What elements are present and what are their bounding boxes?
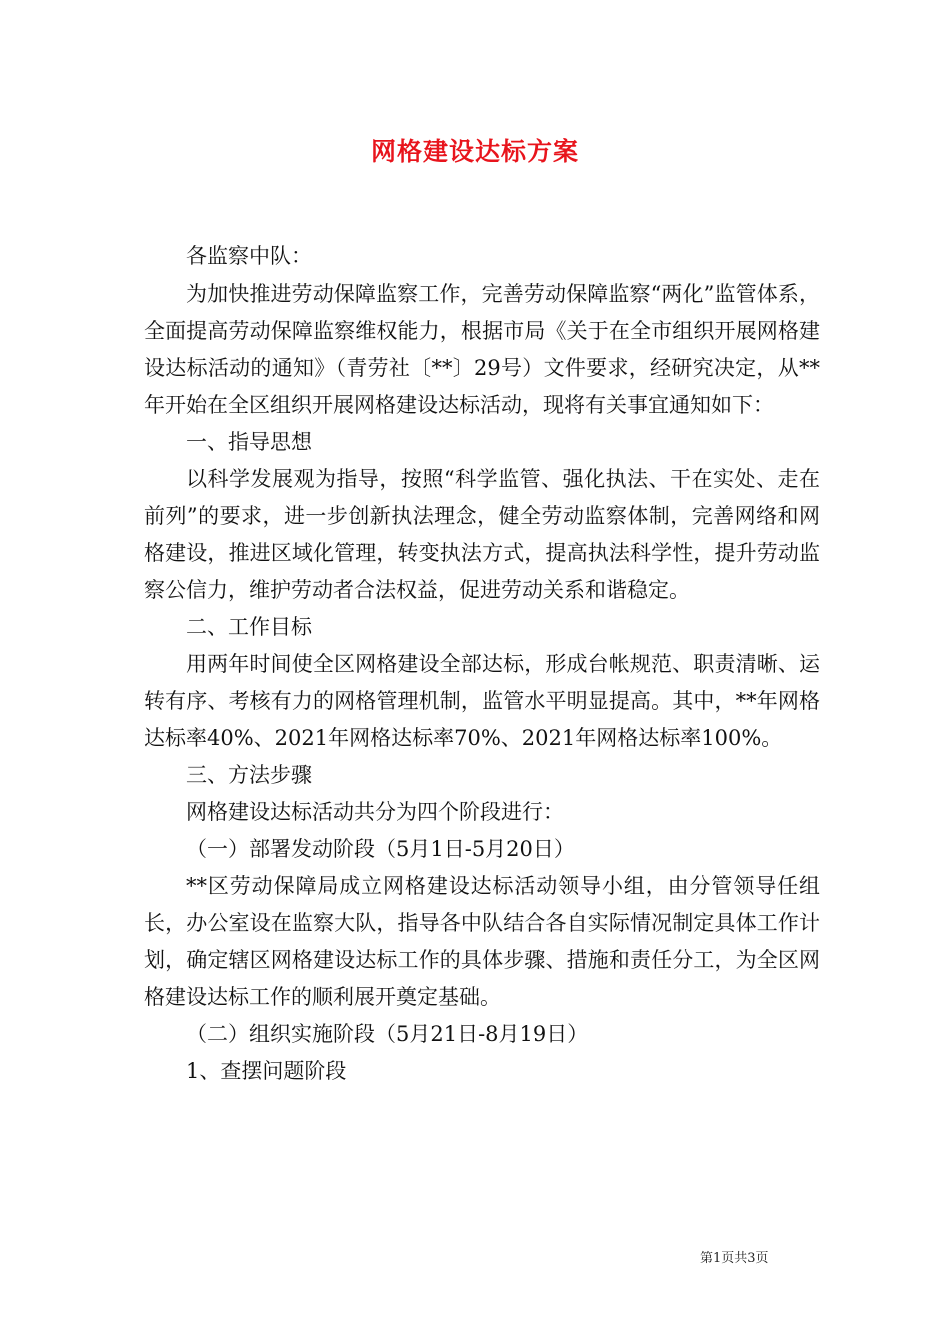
paragraph-work-goals: 用两年时间使全区网格建设全部达标，形成台帐规范、职责清晰、运转有序、考核有力的网格管理机制，监管水平明显提高。其中，**年网格达标率40%、2021年网格达标率70%、2021年网格达标率100%。 — [144, 652, 820, 750]
heading-work-goals: 二、工作目标 — [186, 615, 312, 639]
subheading-check-problems: 1、查摆问题阶段 — [186, 1059, 347, 1083]
document-title: 网格建设达标方案 — [370, 137, 579, 166]
paragraph-intro: 为加快推进劳动保障监察工作，完善劳动保障监察“两化”监管体系，全面提高劳动保障监察维权能力，根据市局《关于在全市组织开展网格建设达标活动的通知》（青劳社〔**〕29号）文件要求，经研究决定，从**年开始在全区组织开展网格建设达标活动，现将有关事宜通知如下： — [144, 282, 820, 417]
page-number: 第1页共3页 — [700, 1251, 769, 1266]
heading-guiding-ideology: 一、指导思想 — [186, 430, 312, 454]
document-body — [144, 238, 820, 1090]
heading-methods-steps: 三、方法步骤 — [186, 763, 312, 787]
paragraph-stage-one: **区劳动保障局成立网格建设达标活动领导小组，由分管领导任组长，办公室设在监察大队，指导各中队结合各自实际情况制定具体工作计划，确定辖区网格建设达标工作的具体步骤、措施和责任分工，为全区网格建设达标工作的顺利展开奠定基础。 — [144, 874, 820, 1009]
paragraph-guiding-ideology: 以科学发展观为指导，按照“科学监管、强化执法、干在实处、走在前列”的要求，进一步创新执法理念，健全劳动监察体制，完善网络和网格建设，推进区域化管理，转变执法方式，提高执法科学性，提升劳动监察公信力，维护劳动者合法权益，促进劳动关系和谐稳定。 — [144, 467, 820, 602]
subheading-stage-two: （二）组织实施阶段（5月21日-8月19日） — [186, 1022, 589, 1046]
subheading-stage-one: （一）部署发动阶段（5月1日-5月20日） — [186, 837, 575, 861]
salutation: 各监察中队： — [186, 244, 312, 268]
paragraph-four-stages: 网格建设达标活动共分为四个阶段进行： — [186, 800, 564, 824]
